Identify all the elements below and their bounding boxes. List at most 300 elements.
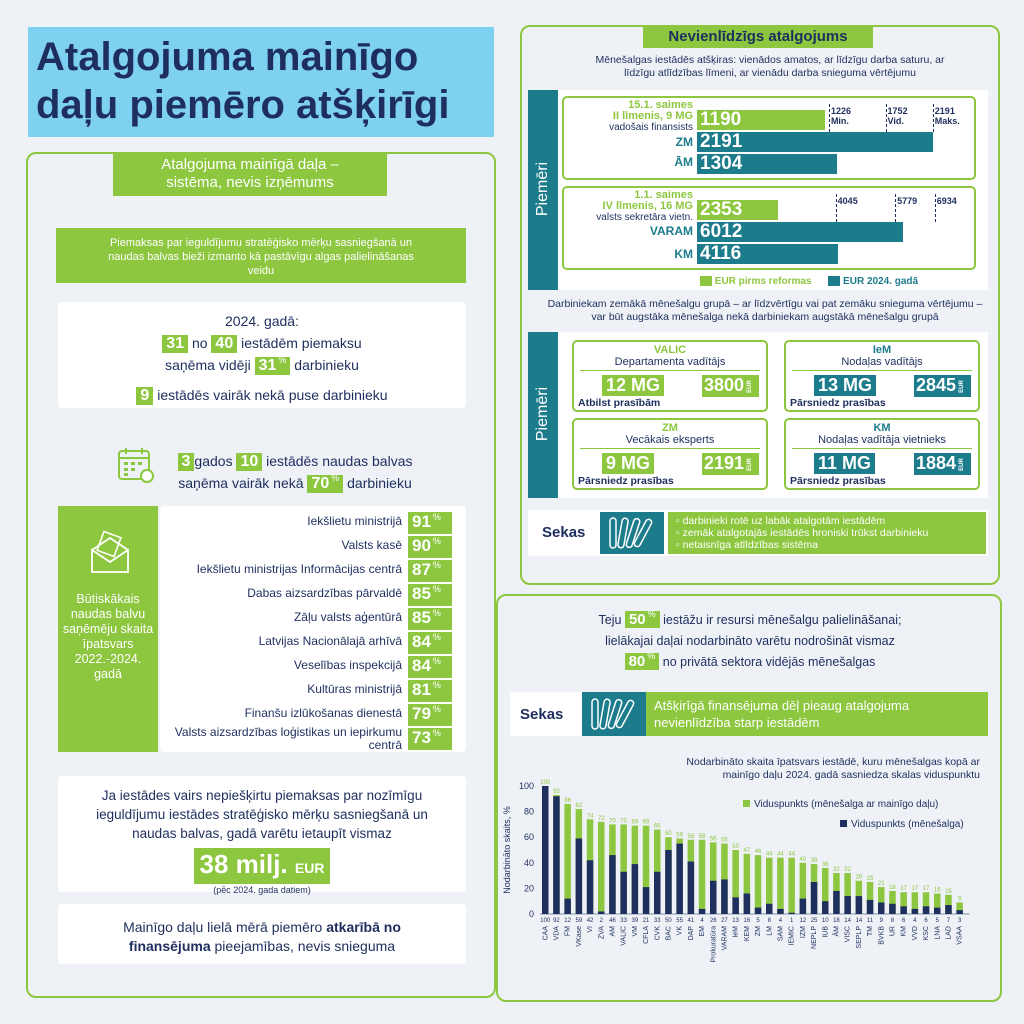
ranking-value: 90 % (408, 536, 452, 558)
stat1-t5: iestādēs vairāk nekā puse darbinieku (157, 387, 388, 403)
x-tick-label: ĀM (833, 926, 841, 937)
ranking-row (160, 630, 460, 654)
bar-top-label: 60 (665, 831, 672, 838)
card-role: Nodaļas vadītāja vietnieks (818, 434, 946, 446)
stat2-block (160, 450, 430, 494)
bar-top-label: 55 (721, 837, 728, 844)
ranking-value: 87 % (408, 560, 452, 582)
bar-base (777, 909, 784, 914)
bar-top-label: 17 (922, 886, 930, 893)
stat1-n4: 9 (136, 387, 153, 405)
y-tick-label: 40 (523, 857, 534, 868)
ranking-value: 85 % (408, 608, 452, 630)
card-org: ZM (662, 422, 678, 434)
page-title-line1: Atalgojuma mainīgo (36, 35, 419, 79)
legend-b: EUR 2024. gadā (843, 276, 919, 287)
x-tick-label: BAC (665, 926, 673, 941)
bar-top-label: 74 (586, 813, 594, 820)
stat1-t2: iestādēm piemaksu (241, 335, 362, 351)
x-tick-label: KEM (743, 926, 751, 942)
stat1-n1: 31 (162, 335, 188, 353)
ex2-r2: KM (674, 247, 693, 261)
ranking-value: 79 % (408, 704, 452, 726)
card-divider (580, 448, 760, 449)
x-tick-label: KSC (923, 926, 931, 941)
page-title-line2: daļu piemēro atšķirīgi (36, 83, 450, 127)
card-role: Vecākais eksperts (625, 434, 715, 446)
piemeri-label-1: Piemēri (534, 161, 551, 217)
bar-bottom-label: 42 (586, 918, 594, 924)
x-tick-label: Prokuratūra (710, 926, 718, 963)
bar-bottom-label: 13 (732, 918, 739, 924)
example-bar: 6012 (697, 222, 903, 242)
bar-base (822, 901, 829, 914)
example-bar: 2353 (697, 200, 778, 220)
comparison-card (784, 418, 980, 490)
legend-total: Viduspunkts (mēnešalga ar mainīgo daļu) (754, 799, 939, 810)
stat3-n2: 80 % (625, 653, 660, 670)
ranking-name: Iekšlietu ministrijas Informācijas centrā (196, 562, 402, 576)
x-tick-label: VKase (575, 926, 583, 947)
bar-top-label: 21 (877, 881, 885, 888)
marker-line (895, 194, 896, 222)
bar-top-label: 46 (754, 849, 762, 856)
bar-base (856, 896, 863, 914)
legend-swatch-base (840, 820, 847, 827)
bar-top-label: 44 (788, 851, 795, 858)
y-tick-label: 20 (523, 883, 534, 894)
left-header (113, 152, 387, 196)
piemeri-label-2: Piemēri (534, 386, 551, 442)
ranking-name: Valsts aizsardzības loģistikas un iepirkumu centrā (174, 725, 402, 752)
bar-top-label: 58 (698, 833, 706, 840)
bar-total (788, 858, 795, 914)
stat3 (520, 610, 980, 673)
ranking-name: Valsts kasē (341, 538, 402, 552)
bar-bottom-label: 14 (844, 918, 851, 924)
ranking-list (160, 506, 466, 752)
card-role: Nodaļas vadītājs (841, 356, 923, 368)
card-status: Pārsniedz prasības (790, 475, 886, 487)
calendar-icon (117, 446, 155, 484)
ranking-value: 81 % (408, 680, 452, 702)
bar-base (542, 786, 549, 914)
ex2-label3: valsts sekretāra vietn. (596, 212, 693, 223)
bar-bottom-label: 4 (778, 918, 783, 924)
card-status: Atbilst prasībām (578, 397, 661, 409)
left-header-line1: Atalgojuma mainīgā daļa – (161, 156, 339, 173)
bar-bottom-label: 92 (553, 918, 560, 924)
ranking-name: Dabas aizsardzības pārvaldē (247, 586, 402, 600)
ranking-row (160, 654, 460, 678)
legend-swatch-total (743, 800, 750, 807)
bar-base (643, 887, 650, 914)
bar-bottom-label: 14 (855, 918, 863, 924)
ranking-name: Finanšu izlūkošanas dienestā (244, 706, 402, 720)
y-axis-label: Nodarbināto skaits, % (502, 806, 512, 894)
bar-top-label: 93 (553, 788, 560, 795)
bar-total (598, 822, 605, 914)
bar-base (956, 910, 963, 914)
x-tick-label: NEPLP (811, 926, 819, 949)
bar-bottom-label: 26 (709, 918, 717, 924)
ranking-row (160, 534, 460, 558)
card-mg: 11 MG (814, 453, 875, 474)
bar-base (912, 909, 919, 914)
ranking-value: 85 % (408, 584, 452, 606)
bar-base (900, 906, 907, 914)
stat3-n1: 50 % (625, 611, 660, 628)
ranking-row (160, 678, 460, 702)
bar-top-label: 69 (631, 819, 639, 826)
x-tick-label: SEPLP (855, 926, 863, 949)
stat2-t2: iestādēs naudas balvas (266, 453, 413, 469)
bar-top-label: 56 (709, 836, 717, 843)
marker-line (933, 104, 934, 132)
bar-base (665, 850, 672, 914)
legend (700, 276, 918, 288)
bar-bottom-label: 4 (700, 918, 704, 924)
bar-base (598, 911, 605, 914)
ranking-name: Veselības inspekcijā (293, 658, 402, 672)
bar-bottom-label: 100 (540, 918, 551, 924)
y-tick-label: 0 (528, 909, 534, 919)
bar-bottom-label: 4 (913, 918, 917, 924)
bar-top-label: 70 (609, 818, 616, 825)
ranking-value: 73 % (408, 728, 452, 750)
bar-bottom-label: 9 (879, 918, 883, 924)
bar-top-label: 50 (732, 844, 739, 850)
bar-base (755, 908, 762, 914)
stat1-box (58, 302, 466, 408)
stat1-t4: darbinieku (294, 357, 359, 373)
bar-bottom-label: 33 (620, 918, 627, 924)
bar-bottom-label: 27 (721, 918, 728, 924)
bar-base (923, 906, 930, 914)
x-tick-label: CVK (654, 926, 662, 941)
ranking-row (160, 702, 460, 726)
x-tick-label: EM (699, 926, 707, 937)
eur-tag: EUR (746, 379, 753, 393)
card-mg: 13 MG (814, 375, 876, 396)
x-tick-label: VK (676, 926, 684, 936)
ex1-r2: ĀM (674, 155, 693, 169)
bar-base (620, 872, 627, 914)
conclusion-box (58, 904, 466, 964)
stat3-t1: Teju (598, 613, 622, 627)
bar-top-label: 69 (642, 819, 650, 826)
savings-text: Ja iestādes vairs nepiešķirtu piemaksas par nozīmīgu ieguldījumu iestādes stratēģisko mērķu sasniegšanā un naudas balvas, gadā varētu ietaupīt vismaz (96, 788, 428, 841)
example-bar: 1190 (697, 110, 825, 130)
bar-bottom-label: 25 (810, 918, 818, 924)
bar-bottom-label: 59 (575, 918, 583, 924)
bar-base (710, 881, 717, 914)
card-role: Departamenta vadītājs (614, 356, 726, 368)
stat3-t2: iestāžu ir resursi mēnešalgu palielināšanai; (663, 613, 902, 627)
bar-bottom-label: 55 (676, 918, 683, 924)
bar-top-label: 66 (653, 823, 661, 830)
ranking-name: Iekšlietu ministrijā (307, 514, 402, 528)
x-tick-label: IZM (799, 926, 807, 939)
stat1-n3: 31 % (255, 357, 291, 375)
marker-line (829, 104, 830, 132)
bar-bottom-label: 10 (821, 918, 829, 924)
bar-bottom-label: 21 (642, 918, 650, 924)
x-tick-label: LNA (934, 926, 942, 940)
bar-base (699, 909, 706, 914)
bar-bottom-label: 8 (767, 918, 771, 924)
bar-bottom-label: 3 (957, 918, 962, 924)
ex2-label1: 1.1. saimes (634, 189, 693, 201)
x-tick-label: VARAM (721, 926, 729, 951)
x-tick-label: VVD (911, 926, 919, 941)
example-bar: 4116 (697, 244, 838, 264)
card-divider (580, 370, 760, 371)
bar-bottom-label: 12 (564, 918, 571, 924)
bar-bottom-label: 8 (890, 918, 895, 924)
ex1-r1: ZM (675, 135, 693, 149)
y-tick-label: 100 (518, 781, 534, 791)
bar-top-label: 44 (765, 851, 773, 858)
bar-base (553, 796, 560, 914)
example-bar: 2191 (697, 132, 933, 152)
legend-a: EUR pirms reformas (714, 276, 812, 287)
bar-base (744, 894, 751, 914)
marker-label: 5779 (897, 196, 918, 206)
x-tick-label: TM (867, 926, 875, 937)
bar-top-label: 25 (866, 876, 874, 882)
green-note-text: Piemaksas par ieguldījumu stratēģisko mērķu sasniegšanā un naudas balvas bieži izmanto kā pastāvīgu algas palielināšanas veidu (108, 237, 414, 277)
bar-base (564, 899, 571, 914)
ex1-label (565, 100, 693, 133)
ranking-row (160, 582, 460, 606)
y-tick-label: 60 (523, 832, 534, 843)
ranking-name: Zāļu valsts aģentūrā (293, 610, 402, 624)
legend-swatch-a (700, 276, 712, 286)
bar-bottom-label: 5 (935, 918, 939, 924)
bar-top-label: 39 (810, 858, 818, 865)
bar-bottom-label: 18 (833, 918, 840, 924)
x-tick-label: IEMIC (788, 926, 796, 946)
stat1-n2: 40 (211, 335, 237, 353)
bar-base (844, 896, 851, 914)
ex2-label2: IV līmenis, 16 MG (602, 200, 693, 212)
card-org: KM (873, 422, 891, 434)
x-tick-label: AM (609, 926, 617, 937)
bar-top-label: 18 (889, 884, 896, 891)
bar-bottom-label: 2 (599, 918, 603, 924)
conclusion-t2: pieejamības, nevis snieguma (210, 938, 396, 954)
bar-base (867, 900, 874, 914)
card-eur: 2191 EUR (702, 453, 759, 475)
title-box (28, 27, 494, 137)
bar-total (755, 855, 762, 914)
ranking-row (160, 726, 460, 750)
bar-top-label: 32 (844, 867, 851, 874)
stat1-t3: saņēma vidēji (165, 357, 251, 373)
comparison-card (784, 340, 980, 412)
marker-label: 2191 Maks. (934, 106, 960, 126)
savings-amount: 38 milj. EUR (194, 848, 331, 884)
bar-top-label: 44 (777, 851, 784, 858)
bar-top-label: 32 (833, 867, 840, 874)
bar-top-label: 17 (911, 886, 919, 893)
savings-note: (pēc 2024. gada datiem) (213, 885, 311, 895)
comparison-card (572, 340, 768, 412)
bar-chart (498, 770, 998, 1000)
bar-bottom-label: 7 (946, 918, 951, 924)
card-eur: 3800 EUR (702, 375, 759, 397)
stat2-t4: darbinieku (347, 475, 412, 491)
legend-swatch-b (828, 276, 840, 286)
x-tick-label: LM (766, 926, 774, 936)
bar-base (878, 902, 885, 914)
savings-box (58, 776, 466, 895)
bar-base (609, 855, 616, 914)
bar-bottom-label: 39 (631, 918, 639, 924)
bar-base (788, 913, 795, 914)
bar-base (766, 904, 773, 914)
sekas1-items (668, 512, 986, 554)
x-tick-label: VM (631, 926, 639, 937)
x-tick-label: ZVA (598, 926, 606, 940)
bar-top-label: 26 (855, 874, 863, 881)
bar-base (632, 864, 639, 914)
x-tick-label: FM (564, 926, 572, 937)
sekas-item: ▫ darbinieki rotē uz labāk atalgotām iestādēm (676, 515, 886, 527)
sekas2-text: Atšķirīgā finansējuma dēļ pieaug atalgojuma nevienlīdzība starp iestādēm (646, 692, 988, 736)
example-bar: 1304 (697, 154, 837, 174)
x-tick-label: VISC (844, 926, 852, 943)
x-tick-label: DAP (687, 926, 695, 941)
sekas-item: ▫ netaisnīga atlīdzības sistēma (676, 539, 819, 551)
bar-top-label: 100 (540, 780, 551, 786)
bar-top-label: 70 (620, 818, 627, 825)
bar-top-label: 59 (676, 832, 683, 839)
bar-base (676, 844, 683, 914)
x-tick-label: UR (889, 926, 897, 937)
ex1-label3: vadošais finansists (609, 122, 693, 133)
envelope-icon (88, 530, 132, 574)
bar-base (800, 899, 807, 914)
bar-top-label: 17 (900, 886, 907, 893)
bar-base (654, 872, 661, 914)
bar-bottom-label: 41 (687, 918, 695, 924)
x-tick-label: IeM (732, 926, 740, 938)
bar-top-label: 16 (933, 887, 941, 894)
ex2-r1: VARAM (649, 224, 693, 238)
card-org: VALIC (653, 344, 687, 356)
bar-bottom-label: 6 (924, 918, 928, 924)
stat1-year: 2024. gadā: (225, 313, 299, 329)
x-tick-label: KM (900, 926, 908, 937)
stat3-t3: lielākajai daļai nodarbināto varētu nodrošināt vismaz (605, 634, 895, 648)
bar-bottom-label: 46 (609, 918, 616, 924)
marker-line (836, 194, 837, 222)
bar-bottom-label: 50 (665, 918, 672, 924)
x-tick-label: VI (587, 926, 595, 933)
sekas1-icon (600, 512, 664, 554)
eur-tag: EUR (958, 379, 965, 393)
stat2-n1: 3 (178, 453, 195, 471)
bar-top-label: 58 (687, 833, 695, 840)
ranking-row (160, 558, 460, 582)
marker-line (886, 104, 887, 132)
card-divider (792, 448, 972, 449)
bar-total (564, 804, 571, 914)
bar-bottom-label: 11 (866, 918, 874, 924)
bar-base (732, 897, 739, 914)
card-mg: 9 MG (602, 453, 654, 474)
green-note (56, 228, 466, 283)
marker-label: 1752 Vid. (887, 106, 908, 126)
x-tick-label: VSAA (956, 926, 964, 945)
eur-tag: EUR (958, 457, 965, 471)
bar-bottom-label: 6 (901, 918, 906, 924)
card-org: IeM (872, 344, 892, 356)
bar-bottom-label: 33 (653, 918, 661, 924)
stat2-n3: 70 % (307, 475, 343, 493)
sekas2-icon (582, 692, 646, 736)
ranking-value: 91 % (408, 512, 452, 534)
sekas-item: ▫ zemāk atalgotajās iestādēs hroniski trūkst darbinieku (676, 527, 929, 539)
bar-top-label: 15 (945, 888, 952, 895)
card-status: Pārsniedz prasības (790, 397, 886, 409)
card-eur: 2845 EUR (914, 375, 971, 397)
bar-base (688, 862, 695, 914)
marker-label: 1226 Min. (830, 106, 851, 126)
right-header: Nevienlīdzīgs atalgojums (643, 26, 873, 48)
sekas1-label: Sekas (542, 524, 586, 541)
stat3-t4: no privātā sektora vidējās mēnešalgas (662, 655, 876, 669)
bar-top-label: 36 (821, 861, 829, 868)
bar-top-label: 72 (597, 815, 605, 822)
ranking-name: Latvijas Nacionālajā arhīvā (258, 634, 402, 648)
bar-top-label: 82 (575, 803, 583, 810)
bar-base (576, 838, 583, 914)
card-mg: 12 MG (602, 375, 664, 396)
ex1-label1: 15.1. saimes (628, 99, 693, 111)
card-eur: 1884 EUR (914, 453, 971, 475)
conclusion-bold: atkarībā no finansējuma (128, 919, 401, 954)
bar-top-label: 40 (799, 856, 807, 863)
card-divider (792, 370, 972, 371)
bar-base (833, 891, 840, 914)
x-tick-label: VALIC (620, 926, 628, 946)
bar-bottom-label: 12 (799, 918, 807, 924)
legend-base: Viduspunkts (mēnešalga) (851, 819, 964, 830)
ranking-row (160, 510, 460, 534)
eur-tag: EUR (746, 457, 753, 471)
stat2-n2: 10 (236, 453, 262, 471)
bar-bottom-label: 1 (789, 918, 794, 924)
bar-top-label: 86 (564, 797, 571, 804)
bar-bottom-label: 5 (756, 918, 760, 924)
ex1-label2: II līmenis, 9 MG (612, 110, 693, 122)
card-status: Pārsniedz prasības (578, 475, 674, 487)
ex2-label (565, 190, 693, 223)
bar-total (777, 858, 784, 914)
x-tick-label: IUB (822, 926, 830, 938)
chart-title: Nodarbināto skaita īpatsvars iestādē, kuru mēnešalgas kopā ar mainīgo daļu 2024. gadā sasniedza skalas viduspunktu (686, 756, 980, 781)
ranking-value: 84 % (408, 632, 452, 654)
marker-label: 6934 (936, 196, 957, 206)
right-subtitle2: Darbiniekam zemākā mēnešalgu grupā – ar līdzvērtīgu vai pat zemāku snieguma vērtējumu – var būt augstāka mēnešalga nekā darbiniekam augstākā mēnešalgu grupā (547, 298, 983, 323)
bar-base (587, 860, 594, 914)
stat2-t1: gados (194, 453, 233, 469)
conclusion-t1: Mainīgo daļu lielā mērā piemēro (123, 919, 327, 935)
bar-bottom-label: 16 (743, 918, 751, 924)
